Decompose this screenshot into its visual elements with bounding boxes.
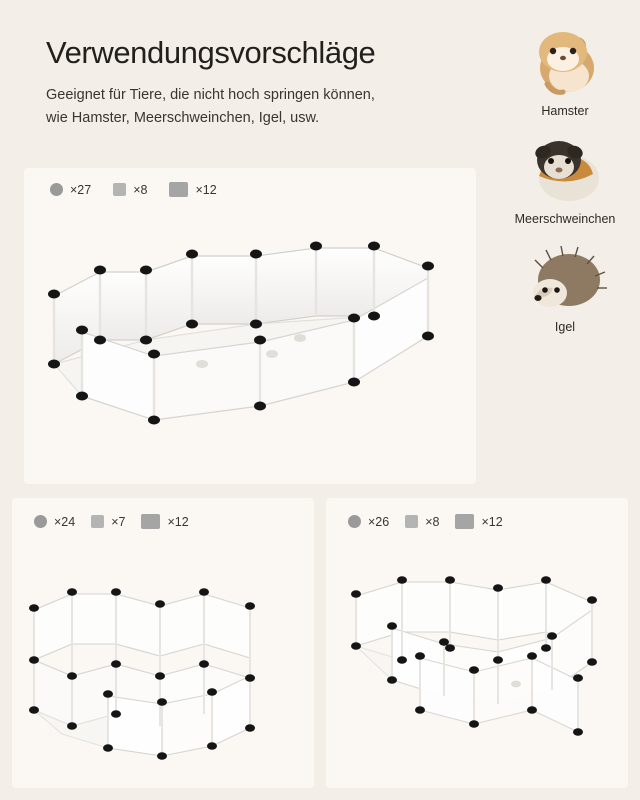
legend-count: ×8 [425,514,440,529]
configuration-panels-bottom [12,498,628,788]
hamster-image [517,22,613,100]
page-subtitle [46,84,470,129]
animal-hamster [495,22,635,118]
animal-label: Hamster [541,104,589,118]
configuration-panel-large [24,168,476,484]
divided-pen-illustration [326,498,628,788]
subtitle-line-1: Geeignet für Tiere, die nicht hoch springen können, [46,87,375,104]
animal-guinea-pig [495,130,635,226]
guinea-pig-image [517,130,613,208]
legend-count: ×12 [167,514,189,529]
large-rectangular-pen-illustration [24,168,476,484]
legend-count: ×7 [111,514,126,529]
legend-count: ×24 [54,514,76,529]
hedgehog-image [517,238,613,316]
animal-hedgehog [495,238,635,334]
subtitle-line-2: wie Hamster, Meerschweinchen, Igel, usw. [46,109,320,126]
header [0,0,470,129]
legend-count: ×8 [133,182,148,197]
legend-count: ×12 [195,182,217,197]
legend-count: ×27 [70,182,92,197]
legend-count: ×26 [368,514,390,529]
configuration-panel-l-shaped [12,498,314,788]
page-title: Verwendungsvorschläge [46,35,376,70]
animal-label: Meerschweinchen [514,212,616,226]
configuration-panel-divided [326,498,628,788]
l-shaped-pen-illustration [12,498,314,788]
animal-label: Igel [554,320,576,334]
legend-count: ×12 [481,514,503,529]
animal-list [490,22,640,334]
